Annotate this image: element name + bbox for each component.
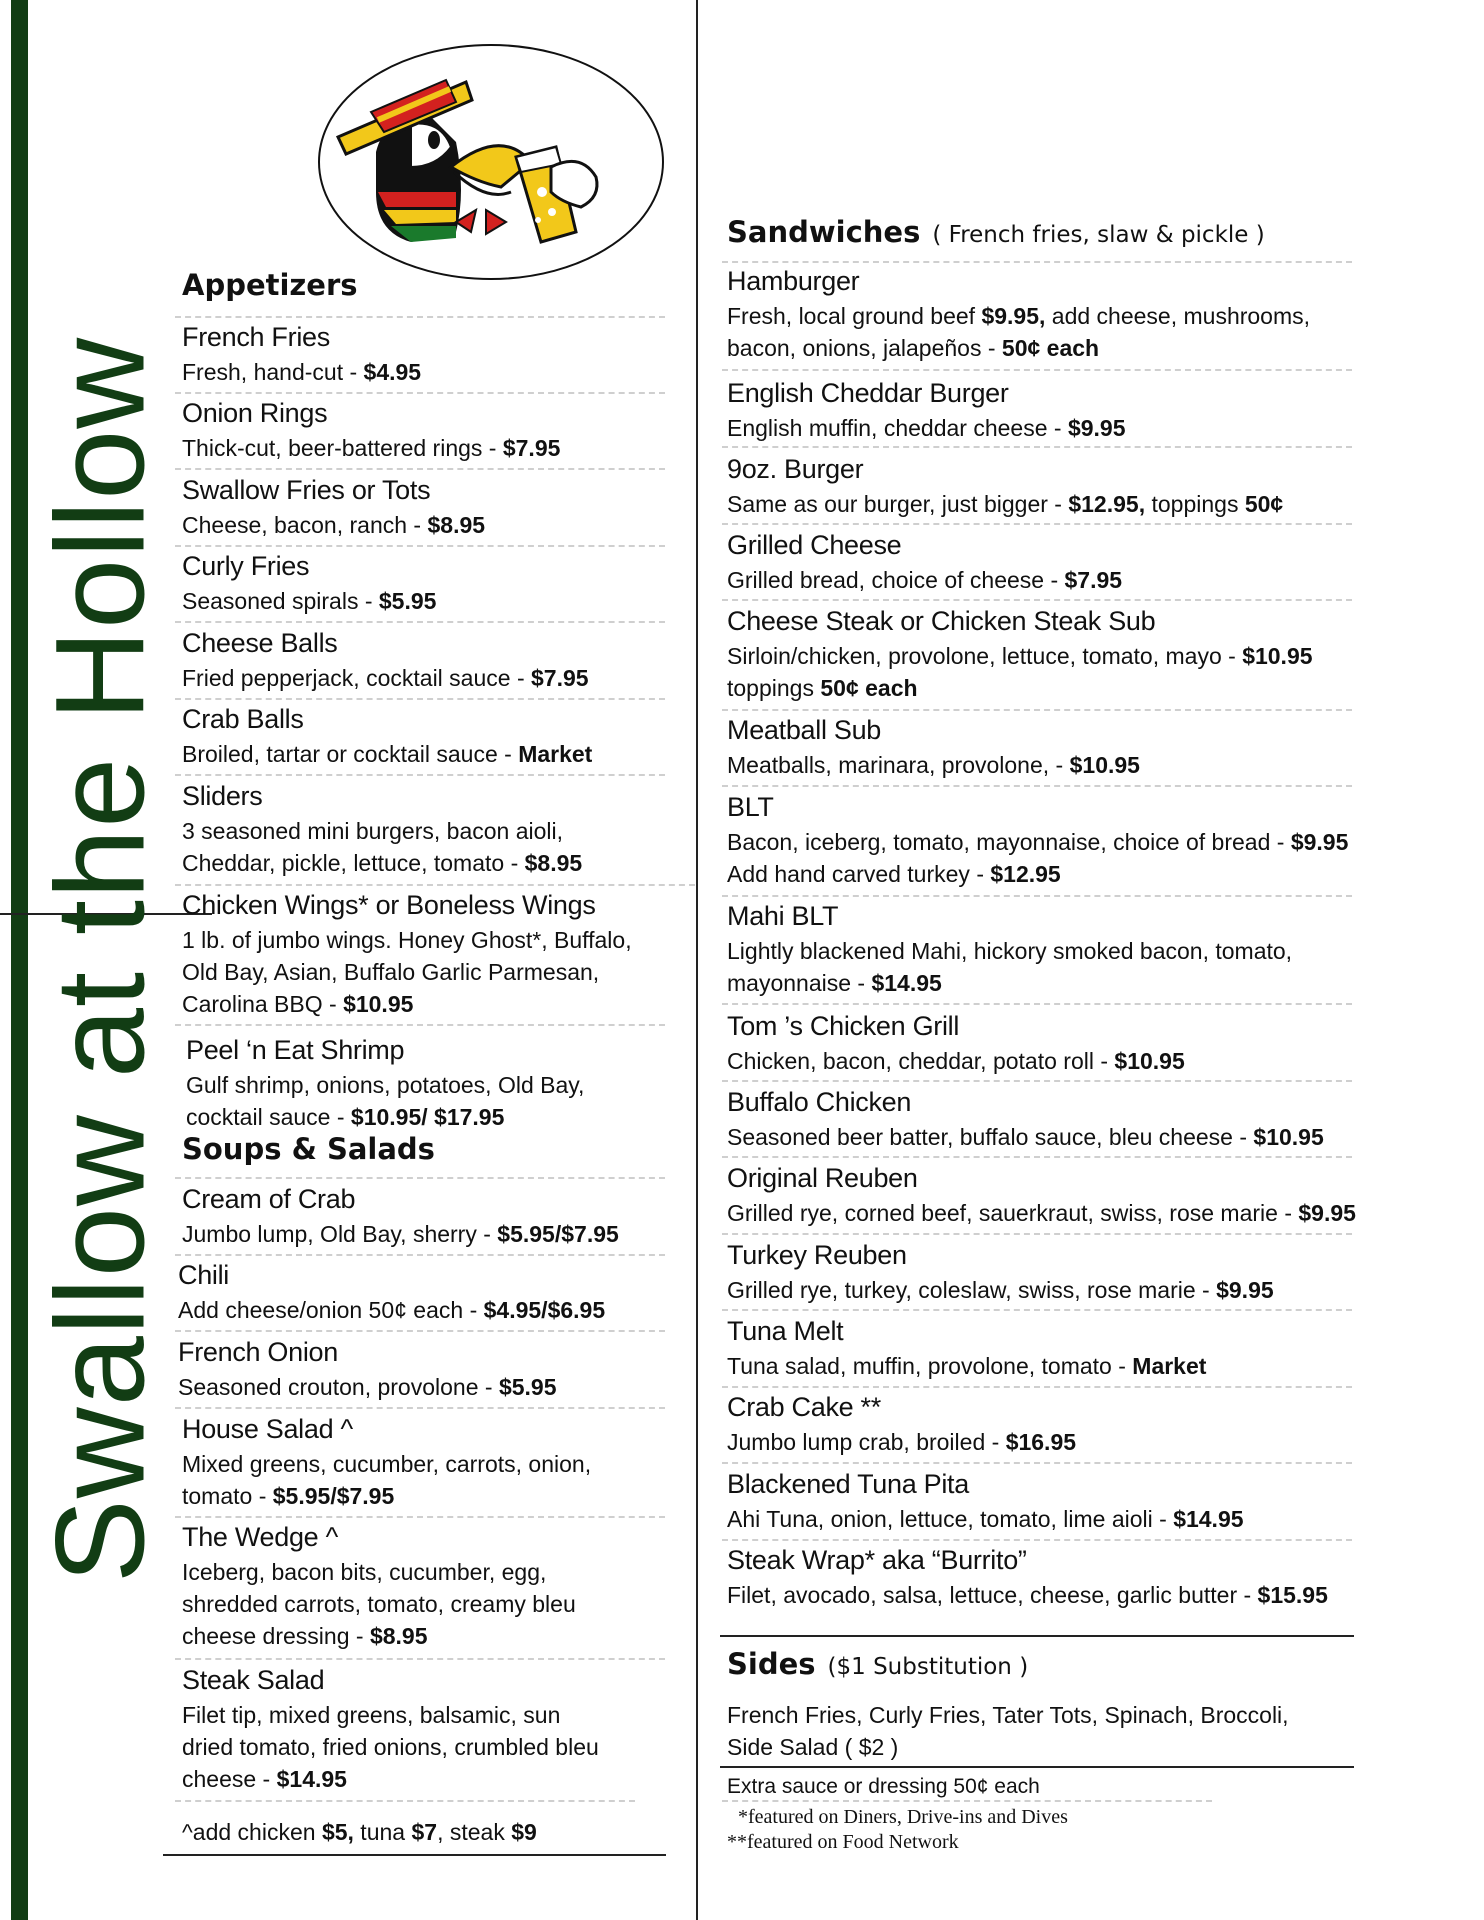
item-price: $8.95: [524, 850, 583, 876]
menu-item: [182, 551, 436, 617]
item-price: $16.95: [1005, 1429, 1077, 1455]
menu-item: [727, 530, 1122, 596]
divider: [175, 884, 695, 886]
section-title-appetizers: Appetizers: [182, 268, 358, 302]
divider: [175, 1254, 665, 1256]
menu-item: [182, 398, 560, 464]
item-price: $4.95: [363, 359, 422, 385]
section-note: ( French fries, slaw & pickle ): [932, 222, 1265, 248]
item-description: Sirloin/chicken, provolone, lettuce, tomato, mayo - $10.95: [727, 643, 1313, 669]
item-description: dried tomato, fried onions, crumbled bleu: [182, 1734, 599, 1760]
item-name: Peel ‘n Eat Shrimp: [186, 1035, 405, 1065]
divider: [175, 468, 665, 470]
item-price: 50¢ each: [1001, 335, 1100, 361]
menu-item: [727, 1545, 1328, 1611]
item-description: Filet tip, mixed greens, balsamic, sun: [182, 1702, 561, 1728]
item-name: House Salad ^: [182, 1414, 353, 1444]
item-price: $9.95: [1067, 415, 1126, 441]
item-name: Blackened Tuna Pita: [727, 1469, 969, 1499]
item-name: Curly Fries: [182, 551, 310, 581]
item-description: Lightly blackened Mahi, hickory smoked bacon, tomato,: [727, 938, 1293, 964]
menu-item: [182, 628, 589, 694]
item-description: Jumbo lump, Old Bay, sherry - $5.95/$7.95: [182, 1221, 619, 1247]
item-price: $14.95: [276, 1766, 347, 1792]
menu-item: [727, 378, 1126, 444]
item-name: Cheese Steak or Chicken Steak Sub: [727, 606, 1156, 636]
divider: [722, 1156, 1352, 1158]
item-price: $10.95: [343, 991, 414, 1017]
item-description: cheese dressing - $8.95: [182, 1623, 428, 1649]
item-description: Grilled rye, turkey, coleslaw, swiss, rose marie - $9.95: [727, 1277, 1274, 1303]
item-price: $9.95,: [981, 303, 1046, 329]
item-description: Fresh, hand-cut - $4.95: [182, 359, 422, 385]
divider: [722, 785, 1352, 787]
item-price: $7.95: [1064, 567, 1123, 593]
divider: [722, 369, 1352, 371]
divider: [722, 1080, 1352, 1082]
item-description: Same as our burger, just bigger - $12.95, toppings 50¢: [727, 491, 1284, 517]
divider: [720, 1766, 1354, 1768]
menu-item: [727, 1469, 1244, 1535]
divider: [175, 545, 665, 547]
left-green-bar: [11, 0, 28, 1920]
item-name: Turkey Reuben: [727, 1240, 907, 1270]
item-price: $14.95: [871, 970, 942, 996]
divider: [722, 523, 1352, 525]
item-name: The Wedge ^: [182, 1522, 338, 1552]
section-title-sandwiches: Sandwiches ( French fries, slaw & pickle ): [727, 215, 1265, 249]
item-price: $9.95: [1216, 1277, 1274, 1303]
divider: [175, 1800, 635, 1802]
item-price: $8.95: [369, 1623, 428, 1649]
menu-item: [727, 1392, 1076, 1458]
extra-sauce-note: Extra sauce or dressing 50¢ each: [727, 1775, 1040, 1798]
item-description: Chicken, bacon, cheddar, potato roll - $10.95: [727, 1048, 1185, 1074]
menu-item: [182, 781, 582, 879]
menu-item: [182, 322, 421, 388]
divider: [722, 1309, 1352, 1311]
menu-item: [182, 1522, 576, 1652]
item-description: Fried pepperjack, cocktail sauce - $7.95: [182, 665, 589, 691]
item-description: Iceberg, bacon bits, cucumber, egg,: [182, 1559, 547, 1585]
item-description: mayonnaise - $14.95: [727, 970, 942, 996]
menu-item: [727, 901, 1292, 999]
item-name: Buffalo Chicken: [727, 1087, 912, 1117]
item-description: Filet, avocado, salsa, lettuce, cheese, garlic butter - $15.95: [727, 1582, 1328, 1608]
item-name: Meatball Sub: [727, 715, 881, 745]
divider: [175, 1658, 665, 1660]
item-name: English Cheddar Burger: [727, 378, 1009, 408]
divider: [722, 599, 1352, 601]
item-description: Carolina BBQ - $10.95: [182, 991, 414, 1017]
item-name: 9oz. Burger: [727, 454, 864, 484]
item-description: bacon, onions, jalapeños - 50¢ each: [727, 335, 1100, 361]
divider: [720, 1635, 1354, 1637]
item-description: Gulf shrimp, onions, potatoes, Old Bay,: [186, 1072, 585, 1098]
divider: [175, 621, 665, 623]
item-price: $10.95/ $17.95: [350, 1104, 505, 1130]
item-description: cheese - $14.95: [182, 1766, 347, 1792]
item-description: Jumbo lump crab, broiled - $16.95: [727, 1429, 1077, 1455]
item-description: tomato - $5.95/$7.95: [182, 1483, 395, 1509]
item-name: Crab Cake **: [727, 1392, 881, 1422]
divider: [175, 1177, 665, 1179]
item-name: Onion Rings: [182, 398, 328, 428]
item-price: $4.95/$6.95: [483, 1297, 606, 1323]
divider: [722, 1386, 1352, 1388]
menu-item: [727, 1316, 1206, 1382]
item-description: Seasoned beer batter, buffalo sauce, bleu cheese - $10.95: [727, 1124, 1324, 1150]
item-name: Chicken Wings* or Boneless Wings: [182, 890, 596, 920]
item-price: $7.95: [502, 435, 561, 461]
item-name: French Onion: [178, 1337, 338, 1367]
item-price: $15.95: [1257, 1582, 1328, 1608]
item-price: $5.95: [498, 1374, 557, 1400]
item-price: $14.95: [1173, 1506, 1244, 1532]
section-title-soups-salads: Soups & Salads: [182, 1132, 435, 1166]
divider: [722, 446, 1352, 448]
item-description: Old Bay, Asian, Buffalo Garlic Parmesan,: [182, 959, 600, 985]
section-note: ($1 Substitution ): [827, 1654, 1029, 1680]
item-name: Cream of Crab: [182, 1184, 356, 1214]
menu-item: [727, 266, 1310, 364]
item-name: Grilled Cheese: [727, 530, 902, 560]
divider: [722, 261, 1352, 263]
sides-list: French Fries, Curly Fries, Tater Tots, Spinach, Broccoli,: [727, 1702, 1289, 1728]
menu-item: [182, 704, 592, 770]
item-description: Tuna salad, muffin, provolone, tomato - Market: [727, 1353, 1207, 1379]
restaurant-name-vertical: Swallow at the Hollow: [29, 336, 171, 1584]
item-name: Hamburger: [727, 266, 860, 296]
menu-item: [182, 1665, 599, 1795]
divider: [175, 1516, 665, 1518]
item-name: Swallow Fries or Tots: [182, 475, 431, 505]
divider: [175, 774, 665, 776]
menu-item: [727, 454, 1283, 520]
item-price: $9.95: [1298, 1200, 1356, 1226]
item-description: 3 seasoned mini burgers, bacon aioli,: [182, 818, 564, 844]
menu-item: [182, 475, 485, 541]
divider: [722, 895, 1352, 897]
section-title-sides: Sides ($1 Substitution ): [727, 1647, 1029, 1681]
item-description: English muffin, cheddar cheese - $9.95: [727, 415, 1126, 441]
item-price: 50¢: [1244, 491, 1284, 517]
item-name: Steak Salad: [182, 1665, 325, 1695]
divider: [175, 1330, 665, 1332]
item-price: $5.95/$7.95: [272, 1483, 395, 1509]
menu-item: [727, 1011, 1185, 1077]
item-name: Cheese Balls: [182, 628, 338, 658]
menu-item: [727, 792, 1348, 890]
item-name: Steak Wrap* aka “Burrito”: [727, 1545, 1027, 1575]
item-name: Mahi BLT: [727, 901, 839, 931]
item-name: Chili: [178, 1260, 230, 1290]
divider: [175, 1024, 665, 1026]
menu-item: [178, 1337, 557, 1403]
divider: [722, 709, 1352, 711]
item-price: $10.95: [1114, 1048, 1185, 1074]
divider: [175, 698, 665, 700]
item-price: $12.95,: [1068, 491, 1146, 517]
item-description: Fresh, local ground beef $9.95, add cheese, mushrooms,: [727, 303, 1311, 329]
item-description: Seasoned spirals - $5.95: [182, 588, 437, 614]
menu-item: [182, 1184, 619, 1250]
item-description: Add hand carved turkey - $12.95: [727, 861, 1061, 887]
menu-item: [727, 1087, 1324, 1153]
menu-item: [182, 890, 632, 1020]
divider: [175, 316, 665, 318]
menu-item: [186, 1035, 584, 1133]
swallow-logo: [316, 42, 666, 282]
item-description: Seasoned crouton, provolone - $5.95: [178, 1374, 557, 1400]
item-name: Sliders: [182, 781, 263, 811]
item-price: $10.95: [1069, 752, 1140, 778]
menu-item: [727, 606, 1313, 704]
item-description: 1 lb. of jumbo wings. Honey Ghost*, Buffalo,: [182, 927, 632, 953]
item-price: 50¢ each: [820, 675, 918, 701]
item-description: Cheddar, pickle, lettuce, tomato - $8.95: [182, 850, 583, 876]
item-name: Tuna Melt: [727, 1316, 844, 1346]
item-name: Tom ’s Chicken Grill: [727, 1011, 960, 1041]
menu-item: [727, 1240, 1274, 1306]
menu-item: [727, 1163, 1356, 1229]
column-divider: [696, 0, 698, 1920]
menu-item: [727, 715, 1140, 781]
item-description: shredded carrots, tomato, creamy bleu: [182, 1591, 576, 1617]
divider: [175, 1407, 665, 1409]
footnote-double: **featured on Food Network: [727, 1831, 959, 1853]
item-price: $5.95/$7.95: [497, 1221, 619, 1247]
item-description: Grilled bread, choice of cheese - $7.95: [727, 567, 1123, 593]
item-price: $8.95: [427, 512, 486, 538]
item-description: Meatballs, marinara, provolone, - $10.95: [727, 752, 1140, 778]
item-name: Crab Balls: [182, 704, 304, 734]
divider: [163, 1854, 666, 1856]
divider: [722, 1800, 1212, 1802]
item-description: Mixed greens, cucumber, carrots, onion,: [182, 1451, 592, 1477]
item-price: $9.95: [1290, 829, 1349, 855]
footnote-single: *featured on Diners, Drive-ins and Dives: [738, 1806, 1068, 1828]
menu-item: [178, 1260, 605, 1326]
item-price: $10.95: [1253, 1124, 1324, 1150]
item-description: toppings 50¢ each: [727, 675, 918, 701]
item-description: Grilled rye, corned beef, sauerkraut, swiss, rose marie - $9.95: [727, 1200, 1356, 1226]
item-description: Bacon, iceberg, tomato, mayonnaise, choice of bread - $9.95: [727, 829, 1349, 855]
sides-list: Side Salad ( $2 ): [727, 1734, 899, 1760]
item-description: Cheese, bacon, ranch - $8.95: [182, 512, 486, 538]
divider: [722, 1539, 1352, 1541]
menu-item: [182, 1414, 591, 1512]
item-price: $10.95: [1242, 643, 1313, 669]
item-price: Market: [1132, 1353, 1207, 1379]
item-description: Thick-cut, beer-battered rings - $7.95: [182, 435, 561, 461]
item-description: Add cheese/onion 50¢ each - $4.95/$6.95: [178, 1297, 606, 1323]
divider: [722, 1003, 1352, 1005]
divider: [722, 1462, 1352, 1464]
item-price: $12.95: [990, 861, 1061, 887]
item-name: BLT: [727, 792, 774, 822]
item-description: Broiled, tartar or cocktail sauce - Market: [182, 741, 593, 767]
item-name: French Fries: [182, 322, 330, 352]
item-price: $7.95: [531, 665, 589, 691]
item-description: cocktail sauce - $10.95/ $17.95: [186, 1104, 505, 1130]
item-price: $5.95: [378, 588, 437, 614]
item-description: Ahi Tuna, onion, lettuce, tomato, lime aioli - $14.95: [727, 1506, 1244, 1532]
item-price: Market: [518, 741, 593, 767]
salad-addons: ^add chicken $5, tuna $7, steak $9: [182, 1819, 537, 1845]
divider: [722, 1233, 1352, 1235]
item-name: Original Reuben: [727, 1163, 918, 1193]
divider: [175, 392, 665, 394]
